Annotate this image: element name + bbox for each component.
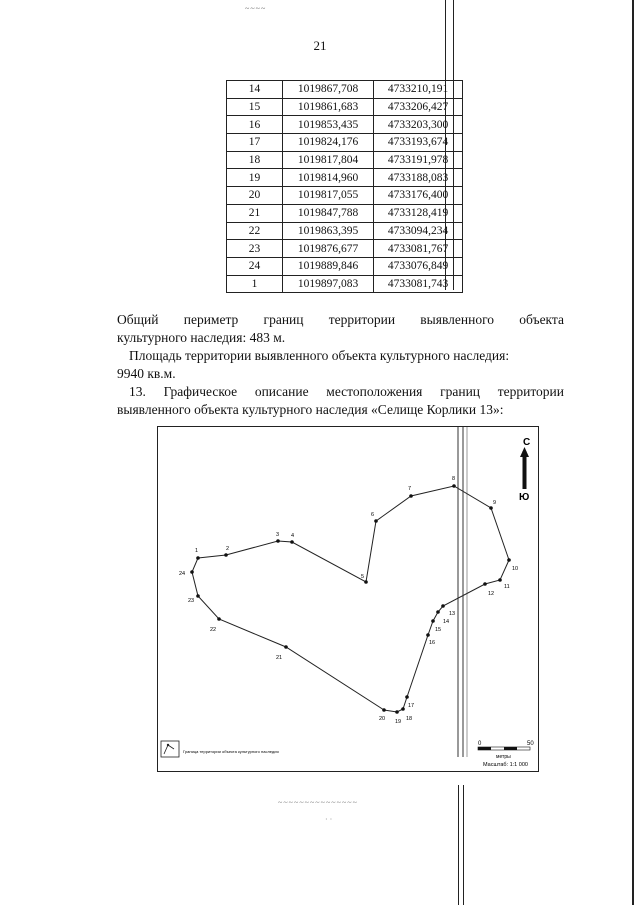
north-arrow-icon (519, 437, 530, 503)
boundary-vertex (426, 633, 430, 637)
vertex-label: 1 (195, 548, 199, 554)
table-cell-y: 4733094,234 (374, 222, 463, 240)
table-cell-y: 4733176,400 (374, 187, 463, 205)
scan-artifact: ~~~~ (245, 4, 267, 13)
vertex-label: 2 (226, 546, 230, 552)
table-cell-x: 1019867,708 (283, 81, 374, 99)
table-cell-num: 22 (227, 222, 283, 240)
table-cell-x: 1019876,677 (283, 240, 374, 258)
scan-artifact: · · (325, 815, 333, 824)
page-number: 21 (313, 38, 327, 53)
table-cell-x: 1019824,176 (283, 134, 374, 152)
vertex-label: 8 (452, 476, 456, 482)
table-cell-x: 1019853,435 (283, 116, 374, 134)
boundary-vertex (405, 695, 409, 699)
table-cell-y: 4733081,767 (374, 240, 463, 258)
table-cell-y: 4733128,419 (374, 204, 463, 222)
boundary-vertex (431, 619, 435, 623)
table-cell-x: 1019847,788 (283, 204, 374, 222)
area-line-1: Площадь территории выявленного объекта культурного наследия: (129, 348, 510, 363)
table-row (227, 240, 463, 258)
table-cell-x: 1019817,804 (283, 151, 374, 169)
boundary-vertex (364, 580, 368, 584)
vertex-label: 17 (408, 703, 415, 709)
scan-line (458, 785, 459, 905)
map-legend (161, 741, 279, 757)
section-heading-line-2: выявленного объекта культурного наследия «Селище Корлики 13»: (117, 402, 504, 417)
boundary-vertex (374, 519, 378, 523)
table-cell-num: 20 (227, 187, 283, 205)
table-cell-num: 24 (227, 257, 283, 275)
table-cell-num: 21 (227, 204, 283, 222)
table-cell-x: 1019861,683 (283, 98, 374, 116)
section-heading-line-1: 13. Графическое описание местоположения границ территории (129, 384, 564, 399)
boundary-vertex (507, 558, 511, 562)
table-cell-num: 19 (227, 169, 283, 187)
table-row (227, 81, 463, 99)
vertex-label: 3 (276, 532, 280, 538)
table-row (227, 98, 463, 116)
page-edge-line (632, 0, 634, 905)
vertex-label: 22 (210, 627, 217, 633)
scale-unit: метры (496, 754, 511, 760)
boundary-vertex (483, 582, 487, 586)
table-cell-y: 4733210,191 (374, 81, 463, 99)
vertex-label: 20 (379, 716, 386, 722)
map-canvas (158, 427, 538, 771)
vertex-label: 5 (361, 574, 365, 580)
boundary-vertex (395, 710, 399, 714)
vertex-label: 21 (276, 655, 283, 661)
table-cell-x: 1019897,083 (283, 275, 374, 293)
table-cell-y: 4733081,743 (374, 275, 463, 293)
boundary-vertex (489, 506, 493, 510)
table-cell-num: 23 (227, 240, 283, 258)
boundary-vertex (276, 539, 280, 543)
vertex-label: 15 (435, 627, 442, 633)
table-row (227, 187, 463, 205)
coordinates-table (226, 80, 463, 293)
boundary-vertex (290, 540, 294, 544)
boundary-vertex (498, 578, 502, 582)
vertex-label: 18 (406, 716, 413, 722)
table-row (227, 222, 463, 240)
table-row (227, 169, 463, 187)
perimeter-line-2: культурного наследия: 483 м. (117, 330, 286, 345)
south-letter: Ю (519, 492, 530, 503)
boundary-vertex (196, 594, 200, 598)
vertex-label: 10 (512, 566, 519, 572)
vertex-label: 4 (291, 533, 295, 539)
boundary-map (157, 426, 539, 772)
table-cell-num: 14 (227, 81, 283, 99)
table-cell-y: 4733191,978 (374, 151, 463, 169)
table-cell-num: 16 (227, 116, 283, 134)
vertex-label: 9 (493, 500, 497, 506)
vertex-label: 13 (449, 611, 456, 617)
vertex-label: 7 (408, 486, 412, 492)
scan-artifact: ~~~~~~~~~~~~~~~ (278, 798, 358, 807)
table-row (227, 151, 463, 169)
scale-end: 50 (527, 741, 534, 747)
boundary-vertex (452, 484, 456, 488)
boundary-vertex (190, 570, 194, 574)
table-row (227, 257, 463, 275)
table-cell-num: 17 (227, 134, 283, 152)
boundary-vertex (441, 604, 445, 608)
boundary-vertex (436, 610, 440, 614)
table-cell-y: 4733188,083 (374, 169, 463, 187)
table-cell-num: 1 (227, 275, 283, 293)
table-cell-x: 1019863,395 (283, 222, 374, 240)
table-cell-x: 1019814,960 (283, 169, 374, 187)
north-letter: С (523, 437, 531, 448)
table-cell-y: 4733193,674 (374, 134, 463, 152)
table-row (227, 275, 463, 293)
table-cell-y: 4733203,300 (374, 116, 463, 134)
table-cell-num: 18 (227, 151, 283, 169)
table-cell-y: 4733076,849 (374, 257, 463, 275)
vertex-label: 11 (504, 584, 510, 590)
table-cell-y: 4733206,427 (374, 98, 463, 116)
scale-bar (478, 741, 534, 768)
vertex-label: 19 (395, 719, 402, 725)
vertex-label: 24 (179, 571, 186, 577)
table-cell-x: 1019817,055 (283, 187, 374, 205)
scan-line (463, 785, 464, 905)
table-row (227, 204, 463, 222)
vertex-label: 16 (429, 640, 436, 646)
legend-text: Граница территории объекта культурного наследия (183, 749, 279, 754)
table-row (227, 116, 463, 134)
vertex-label: 6 (371, 512, 375, 518)
boundary-vertex (224, 553, 228, 557)
scale-start: 0 (478, 741, 482, 747)
vertex-label: 12 (488, 591, 495, 597)
area-line-2: 9940 кв.м. (117, 366, 176, 381)
table-cell-num: 15 (227, 98, 283, 116)
scale-text: Масштаб: 1:1 000 (483, 762, 528, 768)
boundary-vertex (217, 617, 221, 621)
boundary-line (192, 486, 509, 712)
table-row (227, 134, 463, 152)
boundary-vertex (401, 707, 405, 711)
vertex-label: 23 (188, 598, 195, 604)
vertex-label: 14 (443, 619, 450, 625)
boundary-vertex (196, 556, 200, 560)
boundary-vertex (284, 645, 288, 649)
perimeter-line-1: Общий периметр границ территории выявленного объекта (117, 312, 564, 327)
boundary-vertex (382, 708, 386, 712)
table-cell-x: 1019889,846 (283, 257, 374, 275)
boundary-vertex (409, 494, 413, 498)
